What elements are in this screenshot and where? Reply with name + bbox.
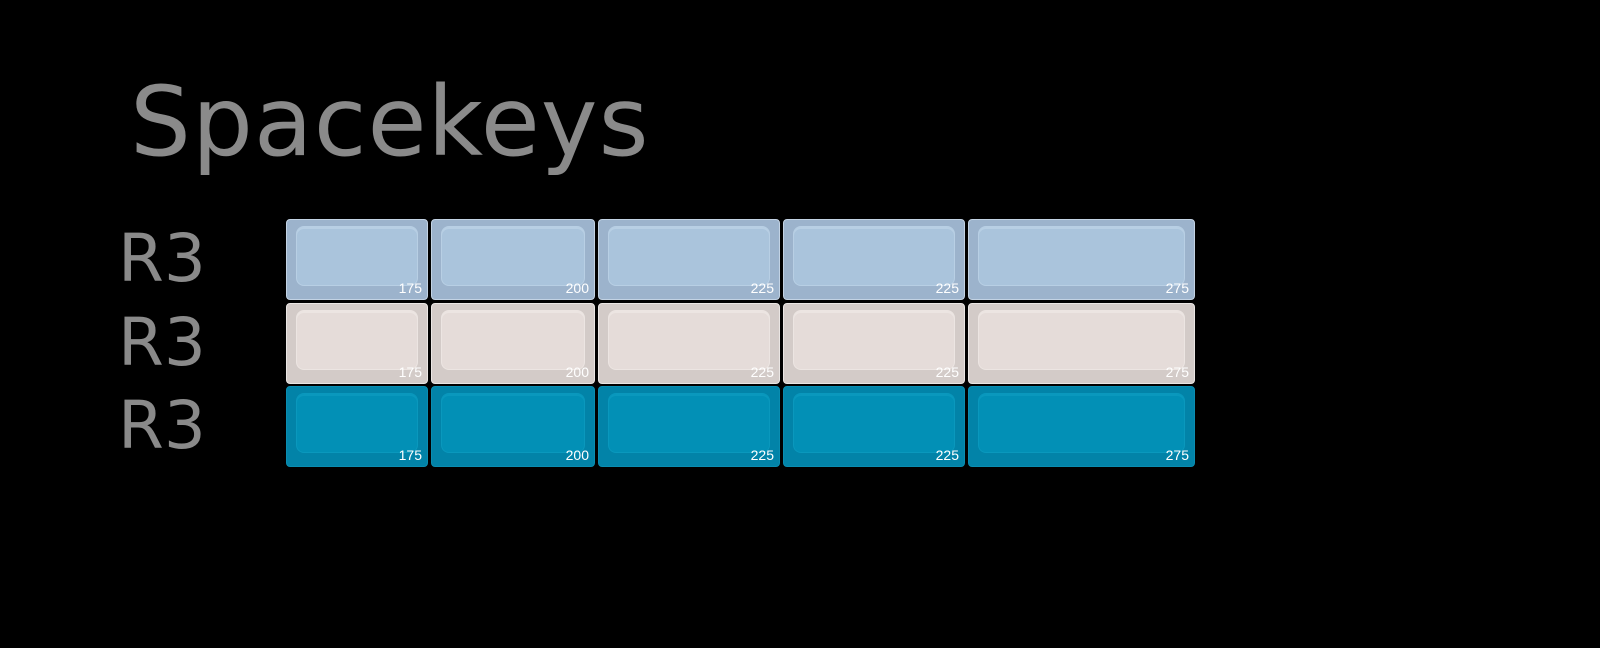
keycap-row-3	[0, 386, 1200, 467]
key-size-label: 275	[1165, 447, 1189, 463]
page-title: Spacekeys	[130, 66, 650, 178]
keycap-top	[297, 311, 417, 369]
spacekey-225	[783, 386, 965, 467]
spacekey-225	[598, 219, 780, 300]
spacekey-175	[286, 386, 428, 467]
spacekey-225	[783, 219, 965, 300]
keycap-group	[286, 386, 1195, 467]
key-size-label: 200	[565, 447, 589, 463]
spacekey-275	[968, 386, 1195, 467]
keycap-top	[442, 394, 584, 452]
keycap-top	[297, 227, 417, 285]
key-size-label: 175	[398, 280, 422, 296]
key-size-label: 175	[398, 364, 422, 380]
spacekey-275	[968, 219, 1195, 300]
keycap-top	[979, 227, 1184, 285]
key-size-label: 200	[565, 280, 589, 296]
spacekey-225	[598, 303, 780, 384]
spacekey-175	[286, 303, 428, 384]
keycap-row-1	[0, 219, 1200, 300]
keycap-group	[286, 303, 1195, 384]
keycap-row-2	[0, 303, 1200, 384]
spacekey-200	[431, 219, 595, 300]
key-size-label: 225	[750, 364, 774, 380]
keycap-top	[609, 394, 769, 452]
key-size-label: 225	[750, 280, 774, 296]
key-size-label: 225	[935, 364, 959, 380]
key-size-label: 175	[398, 447, 422, 463]
key-size-label: 225	[935, 280, 959, 296]
keycap-top	[794, 227, 954, 285]
row-label: R3	[118, 387, 206, 464]
spacekey-200	[431, 386, 595, 467]
row-label: R3	[118, 304, 206, 381]
key-size-label: 200	[565, 364, 589, 380]
key-size-label: 225	[750, 447, 774, 463]
row-label: R3	[118, 220, 206, 297]
keycap-top	[442, 311, 584, 369]
keycap-top	[297, 394, 417, 452]
key-size-label: 275	[1165, 280, 1189, 296]
spacekey-175	[286, 219, 428, 300]
spacekey-200	[431, 303, 595, 384]
key-size-label: 275	[1165, 364, 1189, 380]
spacekey-225	[783, 303, 965, 384]
keycap-top	[794, 311, 954, 369]
spacekey-225	[598, 386, 780, 467]
keycap-top	[609, 311, 769, 369]
keycap-top	[609, 227, 769, 285]
key-size-label: 225	[935, 447, 959, 463]
keycap-top	[442, 227, 584, 285]
keycap-top	[979, 394, 1184, 452]
keycap-top	[979, 311, 1184, 369]
spacekey-275	[968, 303, 1195, 384]
keycap-group	[286, 219, 1195, 300]
keycap-top	[794, 394, 954, 452]
